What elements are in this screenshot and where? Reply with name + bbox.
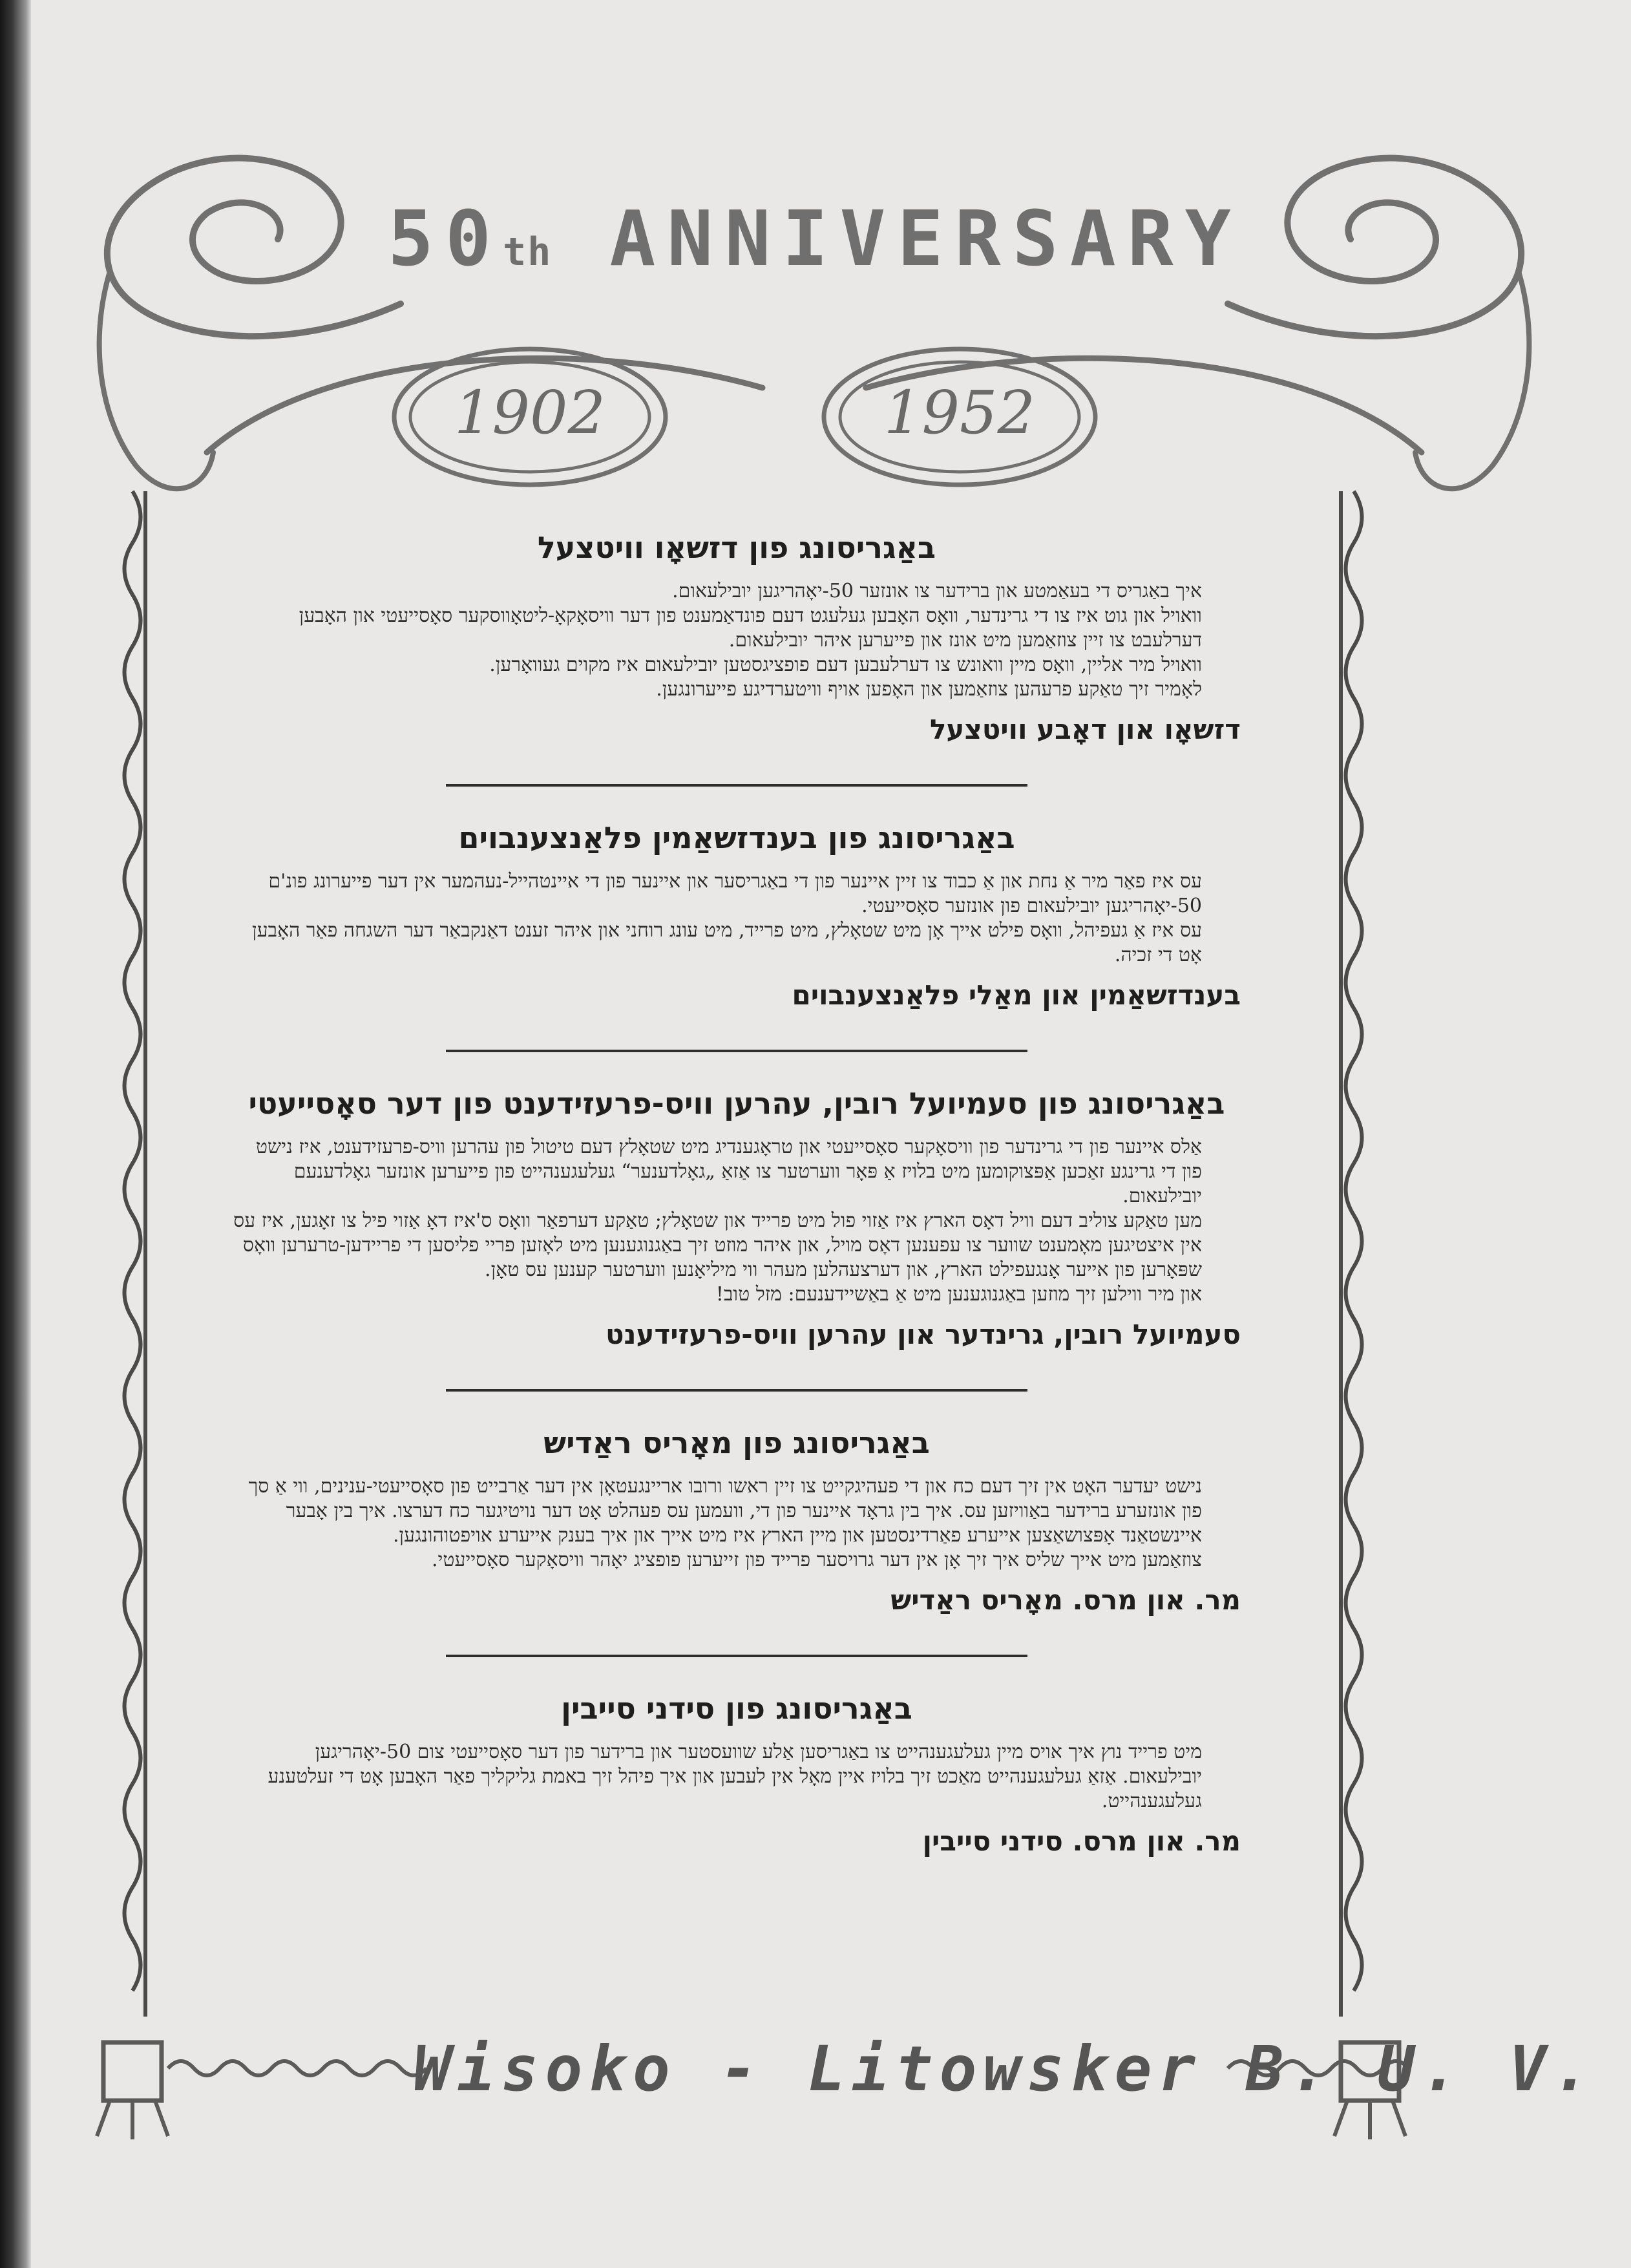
paragraph: אַלס איינער פון די גרינדער פון וויסאָקער סאָסייעטי און טראָגענדיג מיט שטאָלץ דעם טיטול פון עהרען וויס-פרעזידענט, איז נישט פון די גרינגע זאַכען אַפּצוקומען מיט בלויז אַ פּאָר ווערטער צו אַזאַ „גאָלדענער“ געלעגענהייט פון פייערען אונזער גאָלדענעם יובילעאום.	[255, 1136, 1202, 1207]
signature: סעמיועל רובין, גרינדער און עהרען וויס-פרעזידענט	[605, 1319, 1241, 1350]
section-title: באַגריסונג פון סידני סייבין	[561, 1691, 912, 1726]
greeting-section	[233, 1425, 1241, 1616]
paragraph: לאָמיר זיך טאַקע פרעהען צוזאַמען און האָפען אויף וויטערדיגע פייערונגען.	[656, 678, 1202, 701]
section-divider	[446, 1655, 1027, 1657]
paragraph: עס איז אַ געפיהל, וואָס פילט אייך אָן מיט שטאָלץ, מיט פרייד, מיט עונג רוחני און איהר זענט דאַנקבאַר דער השגחה פאַר האָבען אָט די זכיה.	[252, 919, 1202, 966]
left-corner-tassel	[97, 2101, 168, 2139]
right-scroll-flourish	[1228, 158, 1521, 337]
paragraph: עס איז פאַר מיר אַ נחת און אַ כבוד צו זיין איינער פון די באַגריסער און איינער פון די איינטהייל-נעהמער אין דער פייערונג פונ'ם 50-יאָהריגען יובילעאום פון אונזער סאָסייעטי.	[268, 870, 1202, 917]
signature: מר. און מרס. מאָריס ראַדיש	[890, 1584, 1241, 1616]
anniversary-title	[388, 194, 1243, 283]
signature: דזשאָו און דאָבע וויטצעל	[929, 714, 1241, 745]
signature: בענדזשאַמין און מאַלי פלאַנצענבוים	[792, 979, 1241, 1011]
section-title: באַגריסונג פון מאָריס ראַדיש	[543, 1425, 930, 1460]
right-wavy-border	[1346, 491, 1362, 1991]
society-name-footer: Wisoko - Litowsker B. U. V.	[414, 2033, 1597, 2105]
right-corner-tassel	[1334, 2101, 1405, 2139]
section-divider	[446, 1389, 1027, 1392]
section-divider	[446, 1050, 1027, 1052]
greeting-section	[233, 1086, 1241, 1350]
signature: מר. און מרס. סידני סייבין	[922, 1825, 1241, 1857]
greeting-section	[233, 530, 1241, 745]
right-scroll-tail	[1415, 271, 1529, 489]
left-wavy-border	[125, 491, 141, 1991]
greeting-section	[233, 1691, 1241, 1857]
year-start: 1902	[454, 378, 606, 447]
section-title: באַגריסונג פון דזשאָו וויטצעל	[537, 530, 936, 565]
paragraph: מען טאַקע צוליב דעם וויל דאָס הארץ איז אַזוי פול מיט פרייד און שטאָלץ; טאַקע דערפאַר וואָס ס'איז דאָ אַזוי פיל צו זאָגען, איז עס אין איצטיגען מאָמענט שווער צו עפענען דאָס מויל, און איהר מוזט זיך באַגנוגענען מיט לאָזען פריי פליסען די פריידען-טרערען וואָס שפּאָרען פון אייער אָנגעפילט הארץ, און דערצעהלען מעהר ווי מיליאָנען ווערטער קענען עס טאָן.	[233, 1209, 1202, 1281]
left-corner-ornament	[103, 2042, 162, 2101]
title-word: ANNIVERSARY	[609, 194, 1243, 283]
left-scroll-tail	[100, 271, 213, 489]
section-divider	[446, 784, 1027, 787]
paragraph: מיט פרייד נוץ איך אויס מיין געלעגענהייט צו באַגריסען אַלע שוועסטער און ברידער פון דער סאָסייעטי צום 50-יאָהריגען יובילעאום. אַזאַ געלעגענהייט מאַכט זיך בלויז איין מאָל אין לעבען און איך פיהל זיך באמת גליקליך פאַר האָבען אָט די זעלטענע געלעגענהייט.	[268, 1741, 1202, 1812]
year-end: 1952	[883, 378, 1036, 447]
title-suffix: th	[503, 229, 552, 275]
greeting-section	[233, 820, 1241, 1011]
paragraph: נישט יעדער האָט אין זיך דעם כח און די פעהיגקייט צו זיין ראשו ורובו אריינגעטאָן אין דער אַרבייט פון סאָסייעטי-ענינים, ווי אַ סך פון אונזערע ברידער באַוויזען עס. איך בין גראָד איינער פון די, וועמען עס פעהלט אָט דער נויטיגער כח דערצו. איך בין אָבער איינשטאַנד אָפּצושאַצען אייערע פאַרדינסטען און מיין הארץ איז מיט אייך און איך בענק אייערע אויפטוהונגען.	[248, 1475, 1202, 1547]
section-title: באַגריסונג פון בענדזשאַמין פלאַנצענבוים	[458, 820, 1015, 855]
section-title: באַגריסונג פון סעמיועל רובין, עהרען וויס-פרעזידענט פון דער סאָסייעטי	[248, 1086, 1225, 1121]
greetings-column	[233, 530, 1241, 1857]
paragraph: וואויל מיר אליין, וואָס מיין וואונש צו דערלעבען דעם פופציגסטען יובילעאום איז מקוים געוואָרען.	[489, 653, 1202, 676]
paragraph: איך באַגריס די בעאַמטע און ברידער צו אונזער 50-יאָהריגען יובילעאום.	[672, 580, 1202, 602]
left-scroll-flourish	[107, 158, 401, 337]
paragraph: און מיר ווילען זיך מוזען באַגנוגענען מיט אַ באַשיידענעם: מזל טוב!	[715, 1283, 1202, 1306]
paragraph: צוזאַמען מיט אייך שליס איך זיך אָן אין דער גרויסער פרייד פון זייערען פופציג יאָהר וויסאָקער סאָסייעטי.	[431, 1549, 1202, 1571]
bottom-rope-left	[168, 2061, 426, 2075]
paragraph: וואויל און גוט איז צו די גרינדער, וואָס האָבען געלעגט דעם פונדאַמענט פון דער וויסאָקאָ-ליטאָווסקער סאָסייעטי און האָבען דערלעבט צו זיין צוזאַמען מיט אונז און פייערען איהר יובילעאום.	[299, 604, 1202, 652]
title-number: 50	[388, 194, 503, 283]
